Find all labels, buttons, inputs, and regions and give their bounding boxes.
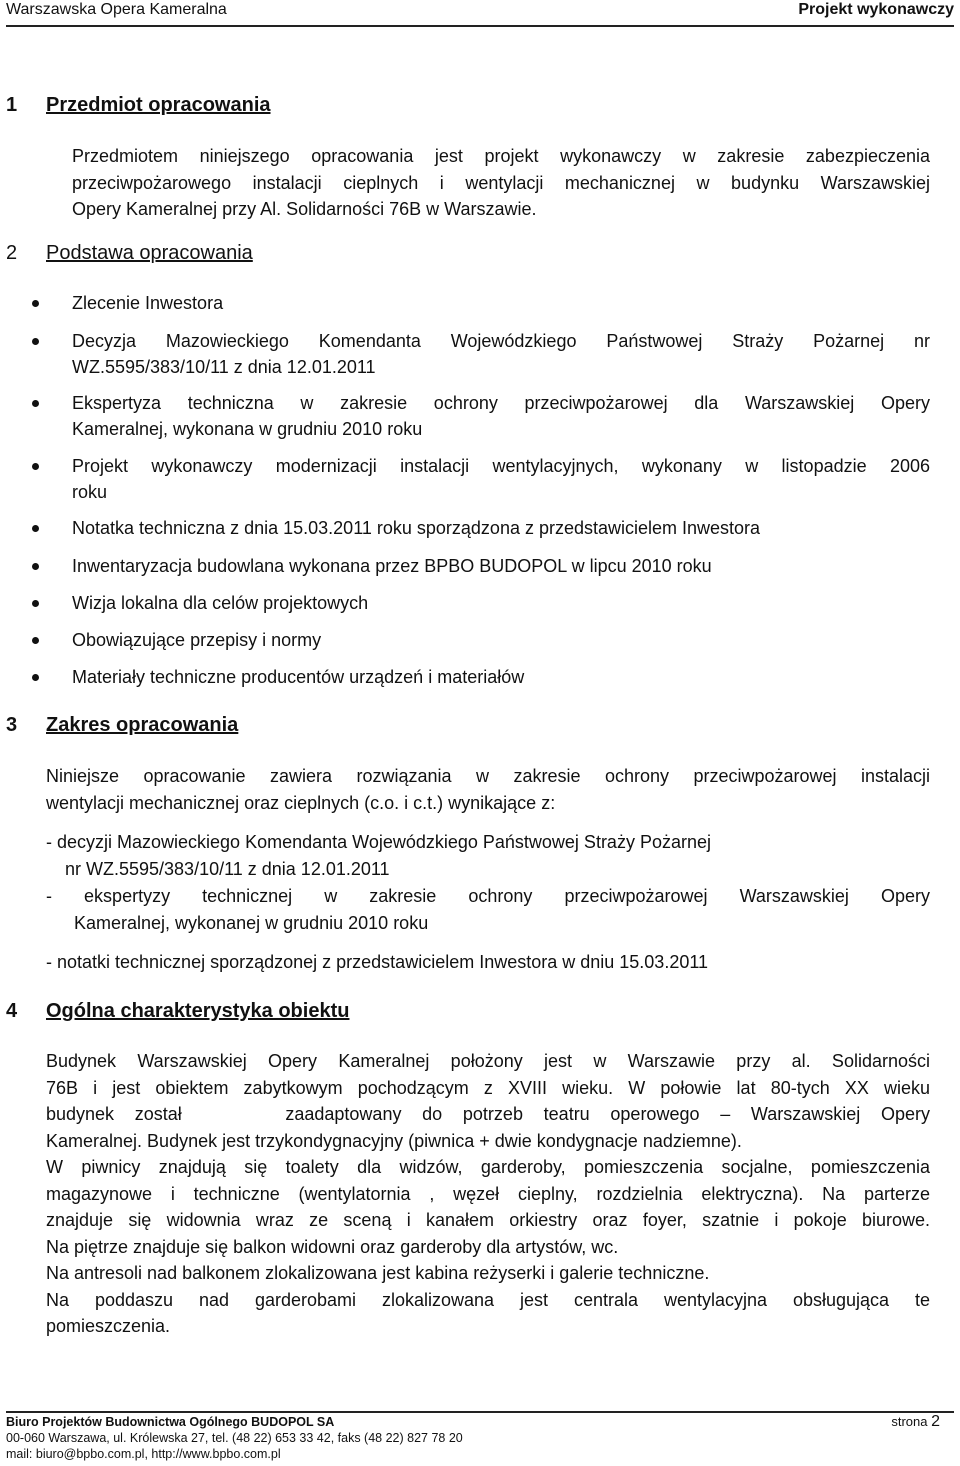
section-4-line: znajduje się widownia wraz ze sceną i kanałem orkiestry oraz foyer, szatnie i pokoje biurowe. (46, 1210, 930, 1230)
bullet-text: Zlecenie Inwestora (72, 293, 224, 313)
bullet-item (72, 664, 930, 690)
bullet-item (72, 590, 930, 616)
section-4-number: 4 (6, 1000, 18, 1022)
section-3-intro (46, 763, 930, 816)
bullet-icon (32, 600, 39, 607)
section-3-item-1 (46, 829, 930, 882)
header-rule (6, 25, 954, 27)
bullet-text: Ekspertyza techniczna w zakresie ochrony przeciwpożarowej dla Warszawskiej Opery (72, 393, 930, 413)
bullet-item (72, 627, 930, 653)
section-1-line: Opery Kameralnej przy Al. Solidarności 76B w Warszawie. (72, 199, 537, 219)
section-3-item-line: - notatki technicznej sporządzonej z przedstawicielem Inwestora w dniu 15.03.2011 (46, 952, 709, 972)
footer-address: 00-060 Warszawa, ul. Królewska 27, tel. (48 22) 653 33 42, faks (48 22) 827 78 20 (6, 1431, 463, 1445)
bullet-text: Materiały techniczne producentów urządzeń i materiałów (72, 667, 525, 687)
bullet-icon (32, 525, 39, 532)
header-right: Projekt wykonawczy (798, 1, 954, 18)
bullet-item (72, 515, 930, 541)
bullet-item (72, 390, 930, 442)
bullet-text: WZ.5595/383/10/11 z dnia 12.01.2011 (72, 357, 376, 377)
bullet-text: Inwentaryzacja budowlana wykonana przez BPBO BUDOPOL w lipcu 2010 roku (72, 556, 712, 576)
section-4-line: pomieszczenia. (46, 1316, 171, 1336)
section-2-title: Podstawa opracowania (46, 242, 253, 264)
bullet-text: roku (72, 482, 108, 502)
bullet-text: Notatka techniczna z dnia 15.03.2011 roku sporządzona z przedstawicielem Inwestora (72, 518, 761, 538)
section-4-line: budynek został zaadaptowany do potrzeb teatru operowego – Warszawskiej Opery (46, 1104, 930, 1124)
section-3-title: Zakres opracowania (46, 714, 239, 736)
bullet-icon (32, 338, 39, 345)
footer-contact: mail: biuro@bpbo.com.pl, http://www.bpbo.com.pl (6, 1447, 281, 1461)
section-1-number: 1 (6, 94, 18, 116)
page-header (6, 0, 954, 24)
section-3-item-line: Kameralnej, wykonanej w grudniu 2010 roku (74, 912, 429, 933)
section-3-item-line: nr WZ.5595/383/10/11 z dnia 12.01.2011 (65, 858, 390, 879)
bullet-text: Decyzja Mazowieckiego Komendanta Wojewódzkiego Państwowej Straży Pożarnej nr (72, 331, 930, 351)
footer-rule (6, 1411, 954, 1413)
bullet-item (72, 553, 930, 579)
bullet-icon (32, 563, 39, 570)
section-3-number: 3 (6, 714, 18, 736)
section-4-line: Na poddaszu nad garderobami zlokalizowana jest centrala wentylacyjna obsługująca te (46, 1289, 930, 1310)
section-1-line: Przedmiotem niniejszego opracowania jest projekt wykonawczy w zakresie zabezpieczenia (72, 146, 930, 166)
page-label: strona (891, 1414, 928, 1429)
section-1-line: przeciwpożarowego instalacji cieplnych i wentylacji mechanicznej w budynku Warszawskiej (72, 172, 930, 193)
section-3-line: wentylacji mechanicznej oraz cieplnych (c.o. i c.t.) wynikające z: (46, 792, 556, 813)
page-footer (6, 1414, 940, 1462)
section-4-line: magazynowe i techniczne (wentylatornia , węzeł cieplny, rozdzielnia elektryczna). Na parterze (46, 1183, 930, 1204)
section-3-item-line: - ekspertyzy technicznej w zakresie ochrony przeciwpożarowej Warszawskiej Opery (46, 886, 930, 906)
bullet-icon (32, 400, 39, 407)
section-4-title: Ogólna charakterystyka obiektu (46, 1000, 350, 1022)
section-4-line: Na piętrze znajduje się balkon widowni oraz garderoby dla artystów, wc. (46, 1236, 619, 1257)
header-left: Warszawska Opera Kameralna (6, 1, 227, 18)
section-4-line: Na antresoli nad balkonem zlokalizowana jest kabina reżyserki i galerie techniczne. (46, 1263, 710, 1283)
footer-company: Biuro Projektów Budownictwa Ogólnego BUDOPOL SA (6, 1415, 335, 1429)
section-4-paragraph (46, 1048, 930, 1340)
page-number (891, 1414, 940, 1430)
section-3-item-3 (46, 949, 930, 976)
bullet-text: Obowiązujące przepisy i normy (72, 630, 322, 650)
section-3-heading (6, 713, 238, 737)
section-4-line: 76B i jest obiektem zabytkowym pochodzącym z XVIII wieku. W połowie lat 80-tych XX wieku (46, 1077, 930, 1098)
section-4-line: Kameralnej. Budynek jest trzykondygnacyjny (piwnica + dwie kondygnacje nadziemne). (46, 1130, 742, 1151)
section-1-heading (6, 93, 271, 117)
page-number-value: 2 (931, 1413, 940, 1430)
bullet-icon (32, 674, 39, 681)
section-3-line: Niniejsze opracowanie zawiera rozwiązania w zakresie ochrony przeciwpożarowej instalacji (46, 766, 930, 786)
bullet-item (72, 290, 930, 316)
section-2-heading (6, 241, 253, 265)
bullet-icon (32, 463, 39, 470)
section-4-line: W piwnicy znajdują się toalety dla widzów, garderoby, pomieszczenia socjalne, pomieszczenia (46, 1157, 930, 1177)
bullet-item (72, 328, 930, 380)
bullet-text: Kameralnej, wykonana w grudniu 2010 roku (72, 419, 423, 439)
bullet-item (72, 453, 930, 505)
section-4-heading (6, 999, 349, 1023)
section-4-line: Budynek Warszawskiej Opery Kameralnej położony jest w Warszawie przy al. Solidarności (46, 1051, 930, 1071)
section-1-paragraph (72, 143, 930, 223)
section-1-title: Przedmiot opracowania (46, 94, 271, 116)
section-3-item-line: - decyzji Mazowieckiego Komendanta Wojewódzkiego Państwowej Straży Pożarnej (46, 832, 711, 852)
section-2-number: 2 (6, 242, 18, 264)
bullet-icon (32, 300, 39, 307)
section-3-item-2 (46, 883, 930, 936)
bullet-icon (32, 637, 39, 644)
bullet-text: Projekt wykonawczy modernizacji instalacji wentylacyjnych, wykonany w listopadzie 2006 (72, 456, 930, 476)
bullet-text: Wizja lokalna dla celów projektowych (72, 593, 369, 613)
